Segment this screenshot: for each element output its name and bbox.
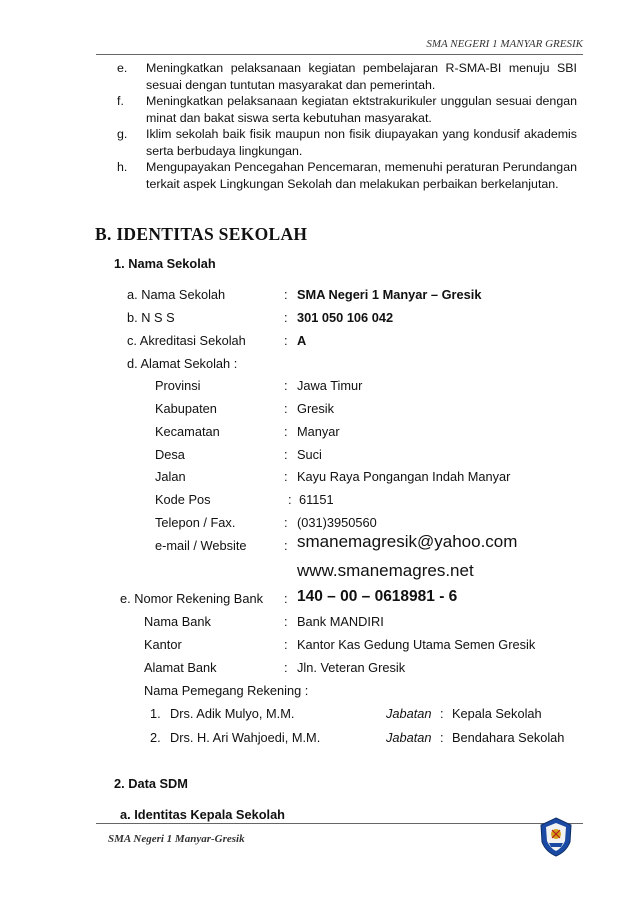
row-colon: : bbox=[440, 706, 444, 721]
section-heading: B. IDENTITAS SEKOLAH bbox=[95, 224, 308, 244]
row-colon: : bbox=[284, 378, 288, 393]
row-value: Jawa Timur bbox=[297, 378, 363, 393]
row-value: A bbox=[297, 333, 307, 348]
row-value: Suci bbox=[297, 447, 322, 462]
subsection-data-sdm: 2. Data SDM bbox=[114, 776, 188, 791]
row-value: SMA Negeri 1 Manyar – Gresik bbox=[297, 287, 482, 302]
row-label: Nama Bank bbox=[144, 614, 211, 629]
alamat-label: d. Alamat Sekolah : bbox=[127, 356, 238, 371]
row-colon: : bbox=[284, 660, 288, 675]
row-value: Manyar bbox=[297, 424, 340, 439]
row-label: Kode Pos bbox=[155, 492, 211, 507]
subsection-identitas-kepsek: a. Identitas Kepala Sekolah bbox=[120, 807, 285, 822]
header-rule bbox=[96, 54, 583, 55]
website-link[interactable]: www.smanemagres.net bbox=[297, 561, 474, 580]
row-value: 61151 bbox=[299, 492, 334, 507]
row-value: Gresik bbox=[297, 401, 334, 416]
goal-item: h. Mengupayakan Pencegahan Pencemaran, memenuhi peraturan Perundangan terkait aspek Lingkungan Sekolah dan melakukan perbaikan berkelanjutan. bbox=[117, 160, 577, 191]
jabatan-label: Jabatan bbox=[386, 706, 432, 721]
row-label: Desa bbox=[155, 447, 185, 462]
row-value: Kantor Kas Gedung Utama Semen Gresik bbox=[297, 637, 536, 652]
row-label: Provinsi bbox=[155, 378, 201, 393]
row-label: b. N S S bbox=[127, 310, 175, 325]
goals-list bbox=[117, 60, 577, 192]
goal-item: e. Meningkatkan pelaksanaan kegiatan pembelajaran R-SMA-BI menuju SBI sesuai dengan tuntutan masyarakat dan pemerintah. bbox=[117, 61, 577, 92]
pemegang-label: Nama Pemegang Rekening : bbox=[144, 683, 309, 698]
row-label: c. Akreditasi Sekolah bbox=[127, 333, 246, 348]
row-colon: : bbox=[284, 637, 288, 652]
email-link[interactable]: smanemagresik@yahoo.com bbox=[297, 532, 518, 551]
goal-item: f. Meningkatkan pelaksanaan kegiatan ektstrakurikuler unggulan sesuai dengan minat dan bakat siswa serta kebutuhan masyarakat. bbox=[117, 94, 577, 125]
running-header: SMA NEGERI 1 MANYAR GRESIK bbox=[426, 38, 583, 50]
row-value: 301 050 106 042 bbox=[297, 310, 394, 325]
row-colon: : bbox=[284, 424, 288, 439]
row-colon: : bbox=[284, 515, 288, 530]
row-colon: : bbox=[284, 333, 288, 348]
row-label: Kabupaten bbox=[155, 401, 217, 416]
row-colon: : bbox=[284, 538, 288, 553]
jabatan-label: Jabatan bbox=[386, 730, 432, 745]
school-emblem-icon bbox=[539, 817, 573, 857]
row-colon: : bbox=[284, 614, 288, 629]
pemegang-name: Drs. Adik Mulyo, M.M. bbox=[170, 706, 295, 721]
row-label: Kantor bbox=[144, 637, 182, 652]
row-colon: : bbox=[284, 287, 288, 302]
row-value: Kayu Raya Pongangan Indah Manyar bbox=[297, 469, 511, 484]
row-label: Alamat Bank bbox=[144, 660, 217, 675]
row-label: Jalan bbox=[155, 469, 186, 484]
row-colon: : bbox=[284, 469, 288, 484]
row-colon: : bbox=[440, 730, 444, 745]
row-value: Jln. Veteran Gresik bbox=[297, 660, 406, 675]
goal-item: g. Iklim sekolah baik fisik maupun non fisik diupayakan yang kondusif akademis serta berbudaya lingkungan. bbox=[117, 127, 577, 158]
row-label: a. Nama Sekolah bbox=[127, 287, 226, 302]
jabatan-value: Kepala Sekolah bbox=[452, 706, 542, 721]
row-value: 140 – 00 – 0618981 - 6 bbox=[297, 588, 458, 605]
footer-text: SMA Negeri 1 Manyar-Gresik bbox=[108, 833, 245, 845]
row-label: e. Nomor Rekening Bank bbox=[120, 591, 263, 606]
row-colon: : bbox=[284, 310, 288, 325]
row-colon: : bbox=[284, 591, 288, 606]
jabatan-value: Bendahara Sekolah bbox=[452, 730, 565, 745]
footer-rule bbox=[96, 823, 583, 824]
row-colon: : bbox=[288, 492, 292, 507]
row-colon: : bbox=[284, 447, 288, 462]
row-colon: : bbox=[284, 401, 288, 416]
row-label: Kecamatan bbox=[155, 424, 220, 439]
subsection-nama-sekolah: 1. Nama Sekolah bbox=[114, 256, 216, 271]
row-value: (031)3950560 bbox=[297, 515, 377, 530]
row-label: e-mail / Website bbox=[155, 538, 247, 553]
row-label: Telepon / Fax. bbox=[155, 515, 236, 530]
pemegang-name: Drs. H. Ari Wahjoedi, M.M. bbox=[170, 730, 321, 745]
row-value: Bank MANDIRI bbox=[297, 614, 384, 629]
